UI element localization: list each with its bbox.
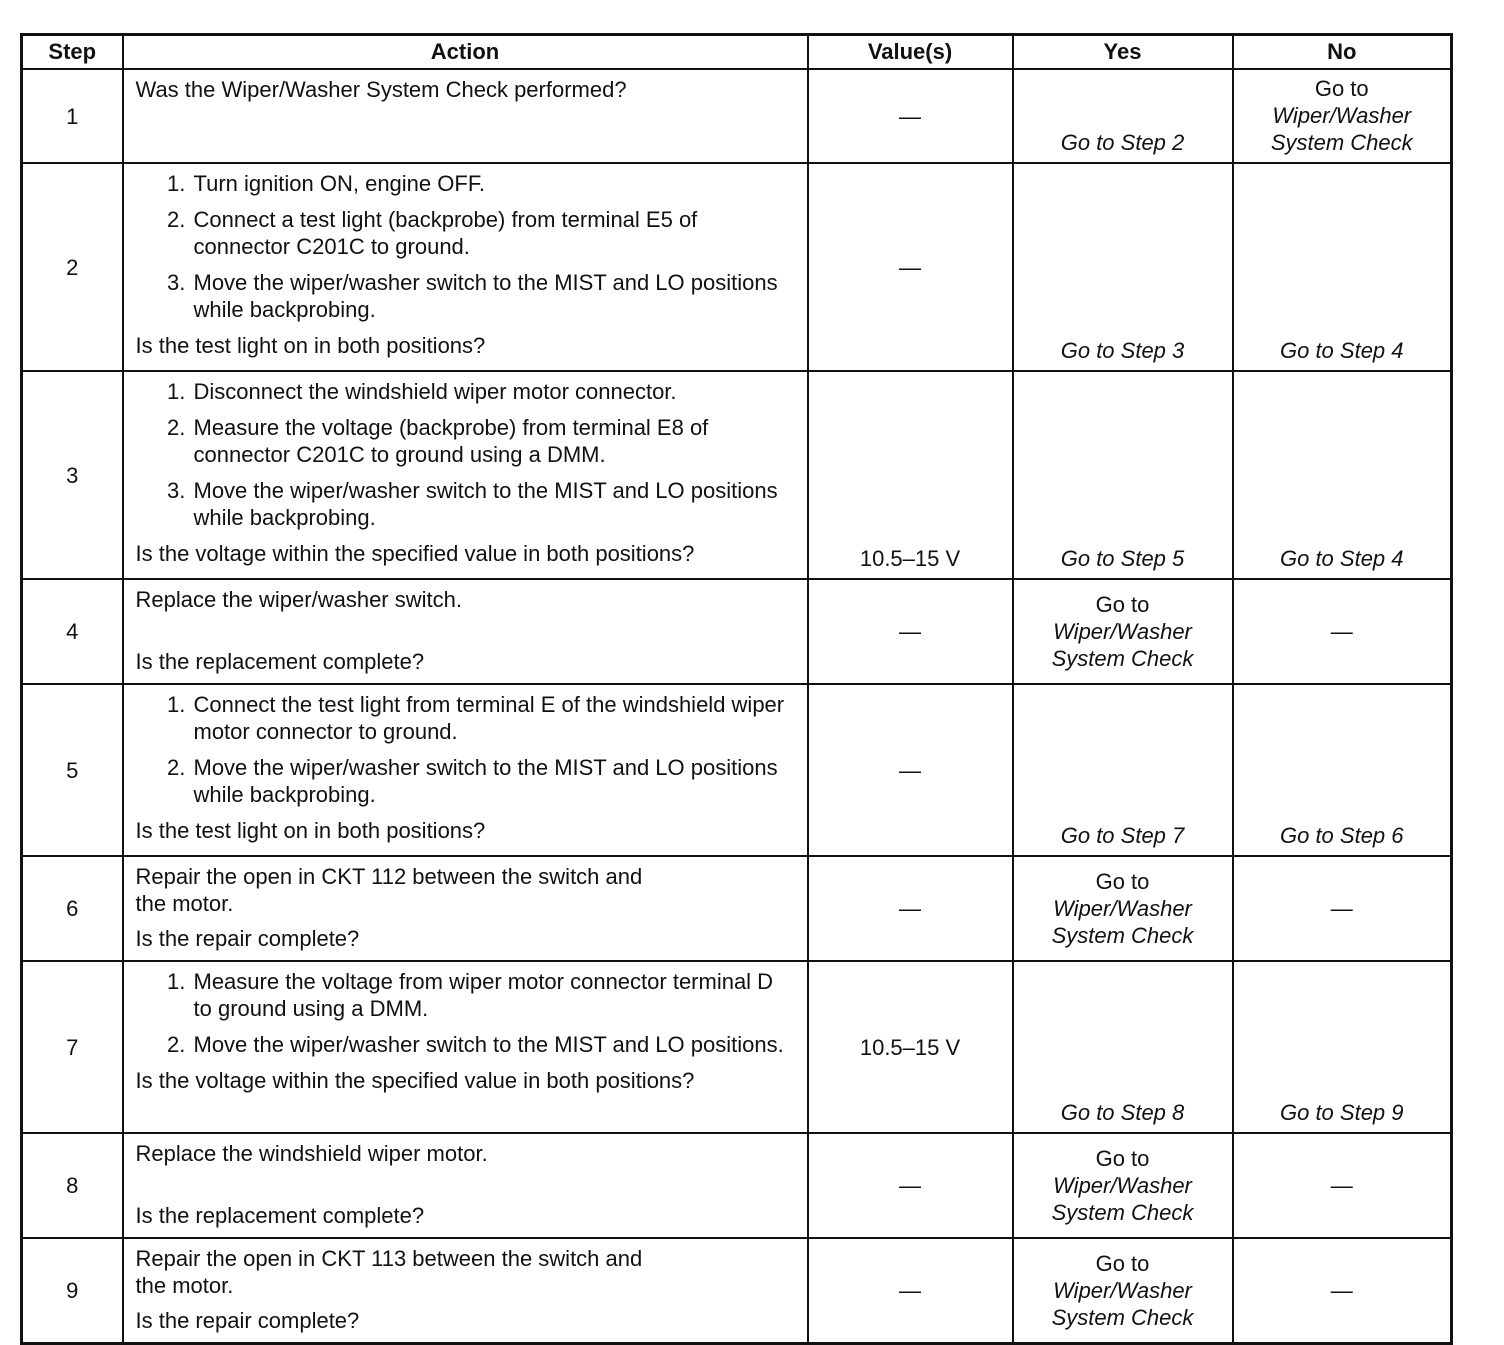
yes-link-1: Wiper/Washer	[1053, 1278, 1192, 1303]
no-link-2: System Check	[1270, 130, 1413, 155]
value-cell: —	[808, 579, 1013, 684]
no-cell: Go to Step 9	[1233, 961, 1452, 1133]
action-cell	[123, 1238, 808, 1344]
yes-cell	[1013, 1238, 1233, 1344]
yes-link-2: System Check	[1051, 1200, 1194, 1225]
action-steps	[136, 691, 797, 808]
table-row	[22, 961, 1452, 1133]
step-number: 5	[22, 684, 123, 856]
no-cell	[1233, 69, 1452, 163]
action-step: 1. Disconnect the windshield wiper motor connector.	[192, 378, 797, 405]
yes-link-2: System Check	[1051, 646, 1194, 671]
step-number: 3	[22, 371, 123, 579]
table-row	[22, 69, 1452, 163]
action-question: Is the test light on in both positions?	[135, 818, 486, 843]
table-row	[22, 1238, 1452, 1344]
header-action: Action	[123, 35, 808, 70]
action-steps	[136, 968, 797, 1058]
value-cell: —	[808, 69, 1013, 163]
action-cell	[123, 371, 808, 579]
yes-link-2: System Check	[1051, 923, 1194, 948]
header-step: Step	[22, 35, 123, 70]
action-step: 1. Measure the voltage from wiper motor connector terminal D to ground using a DMM.	[192, 968, 797, 1022]
step-number: 9	[22, 1238, 123, 1344]
action-cell	[123, 961, 808, 1133]
no-cell: —	[1233, 1133, 1452, 1238]
header-no: No	[1233, 35, 1452, 70]
table-row	[22, 579, 1452, 684]
action-cell	[123, 684, 808, 856]
yes-cell: Go to Step 7	[1013, 684, 1233, 856]
table-row	[22, 856, 1452, 961]
action-question: Is the replacement complete?	[135, 1203, 425, 1228]
step-number: 6	[22, 856, 123, 961]
action-cell	[123, 69, 808, 163]
action-question: Is the voltage within the specified value in both positions?	[135, 1068, 695, 1093]
no-cell: Go to Step 4	[1233, 371, 1452, 579]
header-yes: Yes	[1013, 35, 1233, 70]
action-question: Was the Wiper/Washer System Check performed?	[135, 77, 627, 102]
action-cell	[123, 856, 808, 961]
step-number: 8	[22, 1133, 123, 1238]
no-cell: —	[1233, 1238, 1452, 1344]
yes-link-2: System Check	[1051, 1305, 1194, 1330]
value-cell: —	[808, 684, 1013, 856]
yes-goto: Go to	[1095, 1146, 1150, 1171]
no-cell: —	[1233, 579, 1452, 684]
value-cell: —	[808, 163, 1013, 371]
action-question: Is the test light on in both positions?	[135, 333, 486, 358]
no-goto: Go to	[1314, 76, 1369, 101]
action-question: Is the repair complete?	[135, 926, 360, 951]
yes-link-1: Wiper/Washer	[1053, 1173, 1192, 1198]
action-step: 1. Turn ignition ON, engine OFF.	[192, 170, 797, 197]
value-cell: —	[808, 1238, 1013, 1344]
action-step: 2. Move the wiper/washer switch to the MIST and LO positions while backprobing.	[192, 754, 797, 808]
no-cell: Go to Step 4	[1233, 163, 1452, 371]
value-cell: —	[808, 856, 1013, 961]
no-cell: —	[1233, 856, 1452, 961]
action-step: 3. Move the wiper/washer switch to the MIST and LO positions while backprobing.	[192, 269, 797, 323]
action-step: 2. Move the wiper/washer switch to the MIST and LO positions.	[192, 1031, 797, 1058]
yes-goto: Go to	[1095, 592, 1150, 617]
yes-link-1: Wiper/Washer	[1053, 896, 1192, 921]
yes-cell: Go to Step 8	[1013, 961, 1233, 1133]
action-cell	[123, 163, 808, 371]
action-step: 1. Connect the test light from terminal E of the windshield wiper motor connector to ground.	[192, 691, 797, 745]
action-question: Is the repair complete?	[135, 1308, 360, 1333]
action-cell	[123, 579, 808, 684]
action-text: Replace the windshield wiper motor.	[135, 1141, 488, 1166]
table-row	[22, 371, 1452, 579]
header-row	[22, 35, 1452, 70]
step-number: 7	[22, 961, 123, 1133]
yes-link-1: Wiper/Washer	[1053, 619, 1192, 644]
yes-cell: Go to Step 5	[1013, 371, 1233, 579]
step-number: 4	[22, 579, 123, 684]
value-cell: 10.5–15 V	[808, 371, 1013, 579]
yes-cell	[1013, 1133, 1233, 1238]
yes-goto: Go to	[1095, 1251, 1150, 1276]
action-step: 3. Move the wiper/washer switch to the MIST and LO positions while backprobing.	[192, 477, 797, 531]
header-values: Value(s)	[808, 35, 1013, 70]
yes-cell	[1013, 579, 1233, 684]
action-text: Repair the open in CKT 112 between the switch and	[135, 864, 643, 889]
yes-cell	[1013, 856, 1233, 961]
action-step: 2. Measure the voltage (backprobe) from terminal E8 of connector C201C to ground using a DMM.	[192, 414, 797, 468]
step-number: 1	[22, 69, 123, 163]
table-row	[22, 684, 1452, 856]
action-question: Is the replacement complete?	[135, 649, 425, 674]
action-steps	[136, 378, 797, 531]
table-row	[22, 1133, 1452, 1238]
yes-cell: Go to Step 3	[1013, 163, 1233, 371]
action-text: Replace the wiper/washer switch.	[135, 587, 462, 612]
yes-cell: Go to Step 2	[1013, 69, 1233, 163]
value-cell: —	[808, 1133, 1013, 1238]
step-number: 2	[22, 163, 123, 371]
table-row	[22, 163, 1452, 371]
no-cell: Go to Step 6	[1233, 684, 1452, 856]
no-link-1: Wiper/Washer	[1272, 103, 1412, 128]
action-question: Is the voltage within the specified value in both positions?	[135, 541, 695, 566]
action-text: Repair the open in CKT 113 between the switch and	[135, 1246, 643, 1271]
action-steps	[136, 170, 797, 323]
value-cell: 10.5–15 V	[808, 961, 1013, 1133]
action-cell	[123, 1133, 808, 1238]
action-text: the motor.	[135, 891, 234, 916]
action-text: the motor.	[135, 1273, 234, 1298]
yes-goto: Go to	[1095, 869, 1150, 894]
diagnostic-table	[20, 33, 1453, 1345]
action-step: 2. Connect a test light (backprobe) from terminal E5 of connector C201C to ground.	[192, 206, 797, 260]
